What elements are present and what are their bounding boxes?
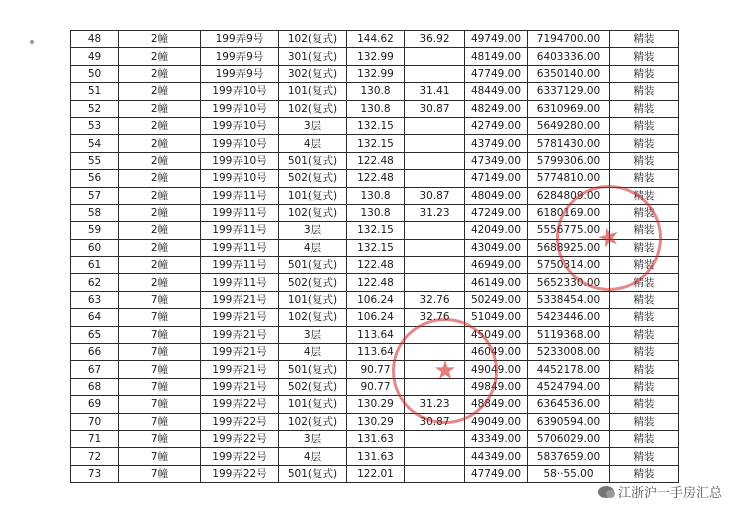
table-cell: 精装: [610, 413, 679, 430]
table-cell: 2幢: [119, 170, 201, 187]
table-cell: 7幢: [119, 344, 201, 361]
table-cell: 90.77: [347, 361, 405, 378]
table-cell: 46049.00: [465, 344, 528, 361]
table-cell: 102(复式): [279, 309, 347, 326]
table-cell: 43349.00: [465, 430, 528, 447]
table-cell: 30.87: [405, 100, 465, 117]
table-cell: 36.92: [405, 31, 465, 48]
table-cell: 31.41: [405, 83, 465, 100]
table-cell: 71: [71, 430, 119, 447]
table-cell: 55: [71, 152, 119, 169]
table-cell: 199弄21号: [201, 326, 279, 343]
table-cell: 501(复式): [279, 361, 347, 378]
table-cell: 4层: [279, 448, 347, 465]
table-cell: 132.99: [347, 48, 405, 65]
table-cell: 精装: [610, 48, 679, 65]
table-cell: 106.24: [347, 291, 405, 308]
table-row: [71, 31, 679, 48]
table-cell: 3层: [279, 222, 347, 239]
table-cell: 130.8: [347, 187, 405, 204]
table-cell: 7幢: [119, 361, 201, 378]
table-cell: 56: [71, 170, 119, 187]
table-cell: 47749.00: [465, 65, 528, 82]
table-cell: 31.23: [405, 204, 465, 221]
table-cell: 4524794.00: [528, 378, 610, 395]
seal-star-icon-2: ★: [433, 356, 457, 386]
table-cell: [405, 378, 465, 395]
table-cell: 49049.00: [465, 361, 528, 378]
table-cell: 130.8: [347, 204, 405, 221]
table-cell: [405, 274, 465, 291]
table-cell: 122.48: [347, 152, 405, 169]
table-cell: 113.64: [347, 344, 405, 361]
table-cell: 精装: [610, 222, 679, 239]
table-cell: 3层: [279, 326, 347, 343]
table-cell: 101(复式): [279, 83, 347, 100]
table-cell: 64: [71, 309, 119, 326]
table-cell: 58: [71, 204, 119, 221]
table-cell: 2幢: [119, 100, 201, 117]
table-cell: 502(复式): [279, 378, 347, 395]
table-cell: 2幢: [119, 257, 201, 274]
table-cell: 3层: [279, 117, 347, 134]
table-cell: 132.15: [347, 239, 405, 256]
table-cell: 106.24: [347, 309, 405, 326]
table-cell: 144.62: [347, 31, 405, 48]
table-row: [71, 187, 679, 204]
table-cell: 5119368.00: [528, 326, 610, 343]
table-cell: 199弄10号: [201, 135, 279, 152]
table-cell: 精装: [610, 430, 679, 447]
table-cell: 7幢: [119, 378, 201, 395]
table-cell: 精装: [610, 344, 679, 361]
table-cell: 2幢: [119, 204, 201, 221]
price-table: [70, 30, 679, 483]
table-cell: 199弄11号: [201, 222, 279, 239]
table-row: [71, 83, 679, 100]
table-cell: 101(复式): [279, 187, 347, 204]
table-cell: 46149.00: [465, 274, 528, 291]
table-row: [71, 361, 679, 378]
table-cell: 113.64: [347, 326, 405, 343]
table-cell: 6364536.00: [528, 396, 610, 413]
table-cell: 2幢: [119, 187, 201, 204]
table-cell: [405, 135, 465, 152]
table-cell: 130.8: [347, 100, 405, 117]
table-cell: [405, 65, 465, 82]
table-cell: 2幢: [119, 152, 201, 169]
table-cell: [405, 326, 465, 343]
table-cell: [405, 448, 465, 465]
table-cell: 199弄22号: [201, 413, 279, 430]
table-cell: 501(复式): [279, 257, 347, 274]
table-row: [71, 465, 679, 482]
table-cell: 69: [71, 396, 119, 413]
table-cell: 67: [71, 361, 119, 378]
table-cell: 65: [71, 326, 119, 343]
table-cell: 502(复式): [279, 170, 347, 187]
table-row: [71, 65, 679, 82]
table-cell: 132.99: [347, 65, 405, 82]
scan-speck: [30, 40, 34, 44]
table-cell: 131.63: [347, 430, 405, 447]
table-cell: 47149.00: [465, 170, 528, 187]
table-cell: 130.29: [347, 396, 405, 413]
table-cell: 5799306.00: [528, 152, 610, 169]
table-cell: 6350140.00: [528, 65, 610, 82]
table-cell: 47349.00: [465, 152, 528, 169]
table-cell: 199弄10号: [201, 117, 279, 134]
table-cell: 53: [71, 117, 119, 134]
table-cell: 199弄22号: [201, 448, 279, 465]
table-cell: 132.15: [347, 117, 405, 134]
table-cell: 101(复式): [279, 291, 347, 308]
table-cell: 199弄22号: [201, 430, 279, 447]
table-cell: 501(复式): [279, 465, 347, 482]
table-cell: 精装: [610, 83, 679, 100]
table-cell: 43749.00: [465, 135, 528, 152]
table-cell: 49849.00: [465, 378, 528, 395]
table-cell: 42749.00: [465, 117, 528, 134]
table-cell: 4层: [279, 239, 347, 256]
table-cell: 102(复式): [279, 31, 347, 48]
table-cell: 199弄10号: [201, 100, 279, 117]
table-cell: 70: [71, 413, 119, 430]
table-cell: 30.87: [405, 187, 465, 204]
table-cell: 5652330.00: [528, 274, 610, 291]
table-cell: 30.87: [405, 413, 465, 430]
table-cell: 199弄21号: [201, 378, 279, 395]
table-cell: [405, 465, 465, 482]
table-cell: 57: [71, 187, 119, 204]
table-cell: 199弄11号: [201, 274, 279, 291]
table-cell: 48449.00: [465, 83, 528, 100]
table-cell: 122.01: [347, 465, 405, 482]
table-cell: 48: [71, 31, 119, 48]
table-row: [71, 413, 679, 430]
table-row: [71, 135, 679, 152]
table-cell: 199弄9号: [201, 48, 279, 65]
table-cell: [405, 239, 465, 256]
table-cell: 68: [71, 378, 119, 395]
table-cell: 199弄11号: [201, 204, 279, 221]
table-cell: 5750314.00: [528, 257, 610, 274]
table-cell: 58··55.00: [528, 465, 610, 482]
table-cell: 6284809.00: [528, 187, 610, 204]
table-row: [71, 309, 679, 326]
table-cell: 4452178.00: [528, 361, 610, 378]
table-cell: 精装: [610, 274, 679, 291]
table-row: [71, 448, 679, 465]
table-row: [71, 396, 679, 413]
table-cell: 102(复式): [279, 413, 347, 430]
table-cell: 199弄21号: [201, 291, 279, 308]
table-cell: 2幢: [119, 83, 201, 100]
table-cell: 6337129.00: [528, 83, 610, 100]
watermark: [598, 482, 722, 501]
table-cell: [405, 117, 465, 134]
table-row: [71, 152, 679, 169]
table-row: [71, 291, 679, 308]
table-cell: 199弄21号: [201, 309, 279, 326]
table-cell: 48849.00: [465, 396, 528, 413]
table-cell: 精装: [610, 239, 679, 256]
table-cell: 131.63: [347, 448, 405, 465]
table-cell: 122.48: [347, 170, 405, 187]
table-cell: 47249.00: [465, 204, 528, 221]
table-cell: 7幢: [119, 465, 201, 482]
table-cell: 5837659.00: [528, 448, 610, 465]
table-cell: 5688925.00: [528, 239, 610, 256]
table-cell: 48049.00: [465, 187, 528, 204]
table-cell: 199弄11号: [201, 187, 279, 204]
table-cell: 60: [71, 239, 119, 256]
table-cell: 5233008.00: [528, 344, 610, 361]
table-cell: 7幢: [119, 413, 201, 430]
table-cell: 199弄10号: [201, 170, 279, 187]
table-cell: 32.76: [405, 291, 465, 308]
seal-star-icon: ★: [593, 220, 625, 256]
table-cell: 2幢: [119, 222, 201, 239]
table-cell: 502(复式): [279, 274, 347, 291]
table-cell: 130.29: [347, 413, 405, 430]
table-cell: [405, 170, 465, 187]
table-cell: 50249.00: [465, 291, 528, 308]
table-cell: 122.48: [347, 257, 405, 274]
table-row: [71, 378, 679, 395]
table-cell: 精装: [610, 378, 679, 395]
table-cell: 精装: [610, 187, 679, 204]
table-cell: 199弄22号: [201, 465, 279, 482]
table-cell: 51049.00: [465, 309, 528, 326]
table-cell: 501(复式): [279, 152, 347, 169]
table-cell: 31.23: [405, 396, 465, 413]
table-cell: 199弄22号: [201, 396, 279, 413]
table-row: [71, 239, 679, 256]
table-cell: 52: [71, 100, 119, 117]
table-cell: 5706029.00: [528, 430, 610, 447]
table-cell: 54: [71, 135, 119, 152]
table-cell: 2幢: [119, 31, 201, 48]
table-cell: [405, 361, 465, 378]
table-cell: 5423446.00: [528, 309, 610, 326]
table-cell: 2幢: [119, 48, 201, 65]
table-cell: 5556775.00: [528, 222, 610, 239]
table-cell: 精装: [610, 257, 679, 274]
table-cell: 50: [71, 65, 119, 82]
table-cell: 48149.00: [465, 48, 528, 65]
table-cell: 51: [71, 83, 119, 100]
table-cell: 199弄21号: [201, 361, 279, 378]
table-row: [71, 170, 679, 187]
table-row: [71, 117, 679, 134]
table-cell: 122.48: [347, 274, 405, 291]
table-cell: 6403336.00: [528, 48, 610, 65]
table-cell: 2幢: [119, 117, 201, 134]
table-cell: 精装: [610, 135, 679, 152]
table-cell: 精装: [610, 117, 679, 134]
table-cell: 32.76: [405, 309, 465, 326]
table-row: [71, 48, 679, 65]
table-cell: 199弄9号: [201, 31, 279, 48]
table-cell: [405, 257, 465, 274]
table-cell: 199弄11号: [201, 257, 279, 274]
table-cell: 精装: [610, 100, 679, 117]
table-cell: 90.77: [347, 378, 405, 395]
table-cell: 61: [71, 257, 119, 274]
table-cell: 7幢: [119, 291, 201, 308]
table-row: [71, 257, 679, 274]
table-cell: 199弄9号: [201, 65, 279, 82]
table-cell: 101(复式): [279, 396, 347, 413]
table-cell: 199弄10号: [201, 83, 279, 100]
table-cell: 7幢: [119, 309, 201, 326]
table-cell: 7幢: [119, 396, 201, 413]
table-cell: 49749.00: [465, 31, 528, 48]
table-cell: 6180169.00: [528, 204, 610, 221]
table-cell: 44349.00: [465, 448, 528, 465]
table-cell: [405, 222, 465, 239]
table-row: [71, 204, 679, 221]
table-row: [71, 326, 679, 343]
table-cell: 301(复式): [279, 48, 347, 65]
table-cell: 精装: [610, 326, 679, 343]
table-cell: 5338454.00: [528, 291, 610, 308]
table-row: [71, 430, 679, 447]
table-cell: 精装: [610, 361, 679, 378]
table-cell: 精装: [610, 396, 679, 413]
table-cell: 5781430.00: [528, 135, 610, 152]
table-cell: 59: [71, 222, 119, 239]
table-cell: 62: [71, 274, 119, 291]
table-cell: 2幢: [119, 135, 201, 152]
table-cell: [405, 152, 465, 169]
table-cell: 5649280.00: [528, 117, 610, 134]
table-cell: 3层: [279, 430, 347, 447]
table-cell: 2幢: [119, 239, 201, 256]
table-cell: 45049.00: [465, 326, 528, 343]
table-cell: [405, 430, 465, 447]
table-cell: 6390594.00: [528, 413, 610, 430]
table-cell: 72: [71, 448, 119, 465]
table-cell: 精装: [610, 448, 679, 465]
table-row: [71, 100, 679, 117]
table-cell: 130.8: [347, 83, 405, 100]
table-cell: 7幢: [119, 326, 201, 343]
table-cell: 66: [71, 344, 119, 361]
table-cell: 46949.00: [465, 257, 528, 274]
table-cell: 132.15: [347, 135, 405, 152]
table-cell: 73: [71, 465, 119, 482]
table-cell: 精装: [610, 204, 679, 221]
table-cell: 精装: [610, 31, 679, 48]
table-cell: 7幢: [119, 448, 201, 465]
table-cell: 2幢: [119, 65, 201, 82]
table-cell: 63: [71, 291, 119, 308]
table-cell: 49049.00: [465, 413, 528, 430]
table-cell: 精装: [610, 65, 679, 82]
table-cell: 43049.00: [465, 239, 528, 256]
table-cell: 5774810.00: [528, 170, 610, 187]
watermark-text: 江浙沪一手房汇总: [617, 486, 722, 501]
table-cell: 199弄11号: [201, 239, 279, 256]
table-cell: 精装: [610, 309, 679, 326]
table-row: [71, 274, 679, 291]
table-cell: 132.15: [347, 222, 405, 239]
table-cell: [405, 48, 465, 65]
table-cell: 47749.00: [465, 465, 528, 482]
table-cell: [405, 344, 465, 361]
table-cell: 精装: [610, 170, 679, 187]
table-cell: 102(复式): [279, 204, 347, 221]
table-row: [71, 344, 679, 361]
table-cell: 2幢: [119, 274, 201, 291]
table-cell: 6310969.00: [528, 100, 610, 117]
table-row: [71, 222, 679, 239]
table-cell: 4层: [279, 344, 347, 361]
table-cell: 精装: [610, 465, 679, 482]
table-cell: 7194700.00: [528, 31, 610, 48]
table-cell: 4层: [279, 135, 347, 152]
table-cell: 48249.00: [465, 100, 528, 117]
table-cell: 199弄10号: [201, 152, 279, 169]
wechat-icon: [598, 486, 614, 498]
table-body: [71, 31, 679, 483]
table-cell: 7幢: [119, 430, 201, 447]
table-cell: 精装: [610, 152, 679, 169]
table-cell: 199弄21号: [201, 344, 279, 361]
table-cell: 精装: [610, 291, 679, 308]
table-cell: 49: [71, 48, 119, 65]
table-cell: 102(复式): [279, 100, 347, 117]
table-cell: 42049.00: [465, 222, 528, 239]
table-cell: 302(复式): [279, 65, 347, 82]
